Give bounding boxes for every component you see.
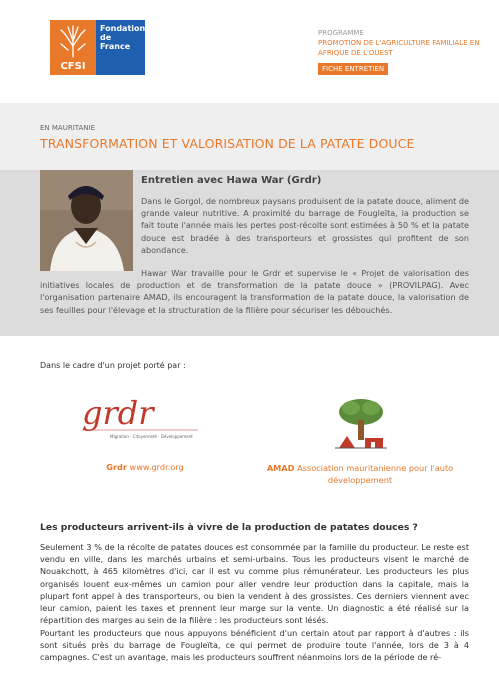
portrait-photo bbox=[40, 170, 133, 271]
grdr-logo-tagline: Migration · Citoyenneté · Développement bbox=[110, 434, 193, 439]
partners-intro: Dans le cadre d'un projet porté par : bbox=[40, 361, 186, 370]
fondation-de-france-logo bbox=[96, 20, 145, 75]
tree-icon bbox=[56, 24, 90, 58]
cfsi-logo bbox=[50, 20, 96, 75]
fiche-badge: FICHE ENTRETIEN bbox=[318, 63, 388, 75]
amad-description: Association mauritanienne pour l'auto développement bbox=[297, 463, 454, 485]
logo-fdf-line: Fondation bbox=[100, 24, 146, 33]
amad-caption bbox=[255, 462, 465, 486]
interview-heading: Entretien avec Hawa War (Grdr) bbox=[141, 175, 322, 186]
section-paragraph: Pourtant les producteurs que nous appuyons bénéficient d'un certain atout par rapport à d'autres : ils sont situés près du barrage de Fougleïta, ce qui permet de produire toute l'année, lors de 3 à 4 campagnes. C'est un avantage, mais les producteurs souffrent néanmoins lors de la période de ré- bbox=[40, 628, 469, 663]
page-title: TRANSFORMATION ET VALORISATION DE LA PATATE DOUCE bbox=[40, 136, 415, 151]
kicker: EN MAURITANIE bbox=[40, 124, 96, 132]
grdr-logo-text: grdr bbox=[82, 394, 154, 432]
amad-name: AMAD bbox=[266, 463, 295, 473]
amad-logo bbox=[333, 396, 389, 452]
interview-context: Hawar War travaille pour le Grdr et supervise le « Projet de valorisation des initiatives locales de production et de transformation de la patate douce » (PROVILPAG). Avec l'organisation partenaire AMAD, ils encouragent la transformation de la patate douce, la valorisation de ses feuilles pour l'élevage et la structuration de la filière pour sécuriser les débouchés. bbox=[40, 268, 469, 315]
interview-intro: Dans le Gorgol, de nombreux paysans produisent de la patate douce, aliment de grande valeur nutritive. A proximité du barrage de Fougleïta, la production se fait toute l'année mais les pertes post-récolte sont estimées à 50 % et la patate douce est bradée à des transporteurs et grossistes qui profitent de son abondance. bbox=[141, 196, 469, 255]
section-paragraph: Seulement 3 % de la récolte de patates douces est consommée par la famille du producteur. Le reste est vendu en ville, dans les marchés urbains et semi-urbains. Tous les producteurs visent le marché de Nouakchott, à 465 kilomètres d'ici, car il est vu comme plus rémunérateur. Les producteurs les plus organisés louent eux-mêmes un camion pour aller vendre leur production dans la capitale, mais la plupart font appel à des transporteurs, ou bien la vendent à des grossistes. Ces derniers viennent avec leur camion, paient les taxes et prennent leur marge sur la vente. Un diagnostic a été réalisé sur la répartition des marges au sein de la filière : les producteurs sont lésés. bbox=[40, 542, 469, 626]
section-question: Les producteurs arrivent-ils à vivre de la production de patates douces ? bbox=[40, 522, 418, 533]
grdr-caption bbox=[40, 462, 250, 472]
programme-label: PROGRAMME bbox=[318, 29, 364, 37]
grdr-url[interactable]: www.grdr.org bbox=[129, 462, 184, 472]
logo-fdf-line: de bbox=[100, 33, 112, 42]
logo-fdf-line: France bbox=[100, 42, 131, 51]
grdr-logo bbox=[80, 394, 200, 442]
cfsi-logo-text: CFSI bbox=[60, 61, 86, 72]
programme-title: PROMOTION DE L'AGRICULTURE FAMILIALE EN AFRIQUE DE L'OUEST bbox=[318, 39, 480, 57]
grdr-name: Grdr bbox=[106, 462, 127, 472]
programme-block bbox=[318, 28, 488, 75]
